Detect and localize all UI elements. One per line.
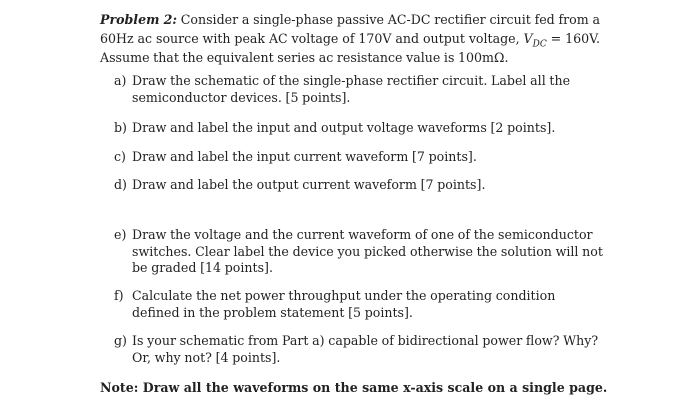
intro-text-3: = 160V. Assume	[100, 31, 601, 65]
intro-text-2: ac source with peak AC voltage of 170V and output voltage,	[137, 31, 520, 46]
question-text: Draw the schematic of the single-phase rectifier circuit. Label all the semiconductor devices. [5 points].	[132, 73, 571, 105]
question-d	[114, 177, 604, 194]
question-b	[114, 120, 604, 137]
question-text: Draw and label the output current waveform [7 points].	[132, 177, 486, 192]
question-text: Draw the voltage and the current waveform of one of the semiconductor switches. Clear label the device you picked otherwise the solution will not be graded [14 points].	[132, 227, 603, 275]
question-letter: f)	[114, 288, 124, 303]
question-letter: a)	[114, 73, 127, 88]
note: Note: Draw all the waveforms on the same x-axis scale on a single page.	[100, 380, 608, 395]
question-letter: d)	[114, 177, 127, 192]
question-letter: c)	[114, 149, 126, 164]
question-text: Draw and label the input and output voltage waveforms [2 points].	[132, 120, 556, 135]
question-text: Is your schematic from Part a) capable of bidirectional power flow? Why? Or, why not? [4 points].	[132, 333, 599, 365]
problem-label: Problem 2:	[100, 12, 177, 27]
question-a	[114, 73, 604, 106]
question-f	[114, 288, 604, 321]
intro-text-1: Consider a single-phase passive AC-DC rectifier circuit fed from a 60Hz	[100, 12, 600, 46]
question-letter: e)	[114, 227, 127, 242]
question-text: Calculate the net power throughput under the operating condition defined in the problem statement [5 points].	[132, 288, 556, 320]
question-letter: g)	[114, 333, 127, 348]
question-g	[114, 333, 604, 366]
problem-statement	[100, 10, 600, 67]
question-text: Draw and label the input current waveform [7 points].	[132, 149, 477, 164]
question-c	[114, 149, 604, 166]
intro-text-4: that the equivalent series ac resistance value is 100mΩ.	[153, 50, 509, 65]
question-letter: b)	[114, 120, 127, 135]
question-e	[114, 227, 604, 277]
vdc-symbol: $V_{DC}$	[523, 31, 547, 50]
